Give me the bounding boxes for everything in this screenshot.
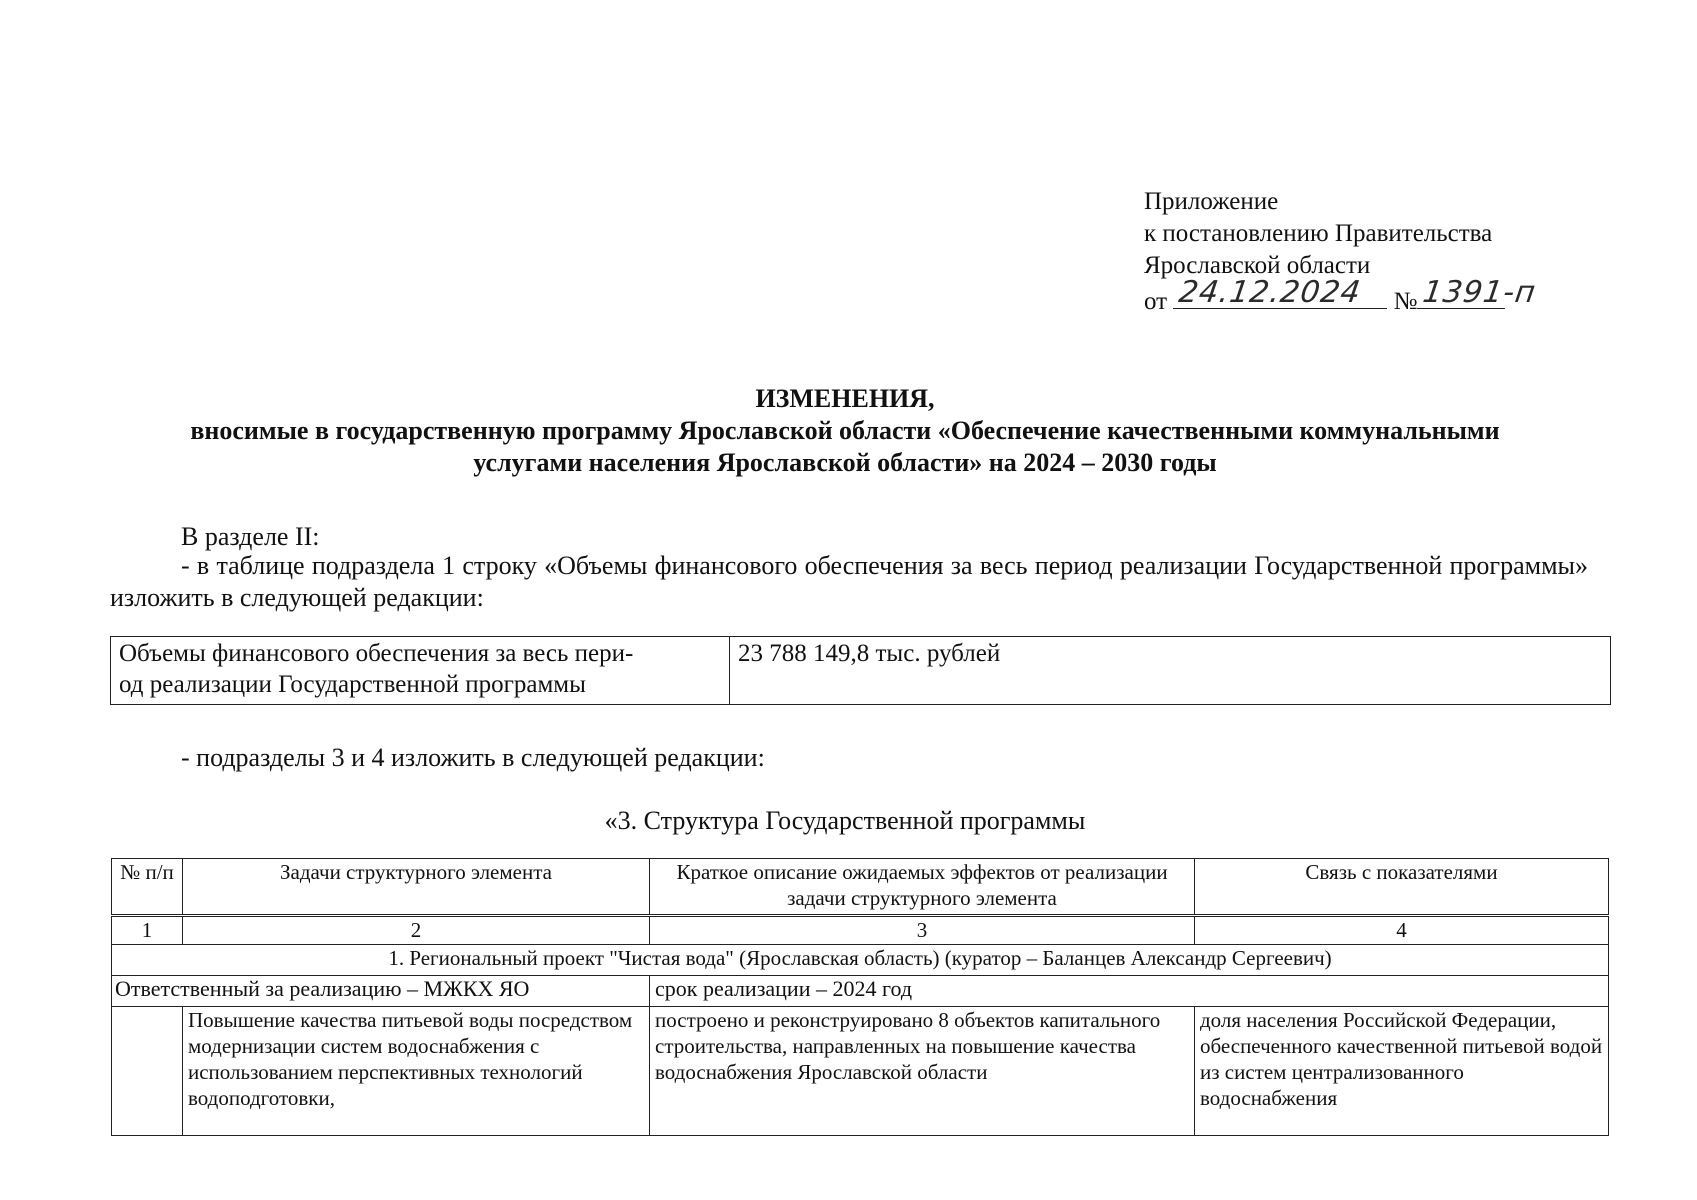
document-title — [110, 383, 1580, 479]
responsible-cell: Ответственный за реализацию – МЖКХ ЯО — [112, 976, 650, 1007]
finance-table — [110, 636, 1611, 705]
appendix-date-line — [1144, 275, 1539, 318]
title-line3: услугами населения Ярославской области» на 2024 – 2030 годы — [473, 448, 1217, 477]
title-line2: вносимые в государственную программу Ярославской области «Обеспечение качественными коммунальными — [190, 416, 1500, 445]
from-label: от — [1144, 288, 1168, 315]
responsible-row — [112, 976, 1609, 1007]
appendix-block — [1144, 186, 1539, 318]
change-item-2: - подразделы 3 и 4 изложить в следующей редакции: — [181, 743, 765, 772]
table-header-row — [112, 859, 1609, 916]
project-title: 1. Региональный проект "Чистая вода" (Ярославская область) (куратор – Баланцев Александр Сергеевич) — [112, 945, 1609, 976]
title-main: ИЗМЕНЕНИЯ, — [755, 384, 935, 413]
column-number: 4 — [1195, 916, 1609, 945]
structure-heading: «3. Структура Государственной программы — [604, 806, 1086, 835]
column-number: 1 — [112, 916, 183, 945]
structure-table — [111, 858, 1609, 1136]
col-header-tasks: Задачи структурного элемента — [183, 859, 650, 916]
handwritten-date: 24.12.2024 — [1176, 275, 1364, 310]
task-cell: Повышение качества питьевой воды посредством модернизации систем водоснабжения с использованием перспективных технологий водоподготовки, — [183, 1007, 650, 1136]
column-number: 3 — [650, 916, 1195, 945]
table-row — [112, 1007, 1609, 1136]
date-field — [1173, 275, 1387, 310]
appendix-line3: Ярославской области — [1144, 252, 1371, 279]
column-number-row — [112, 916, 1609, 945]
project-row — [112, 945, 1609, 976]
appendix-line2: к постановлению Правительства — [1144, 220, 1493, 247]
column-number: 2 — [183, 916, 650, 945]
finance-label-line2: од реализации Государственной программы — [119, 671, 586, 698]
finance-label-line1: Объемы финансового обеспечения за весь пери- — [119, 640, 634, 667]
appendix-line1: Приложение — [1144, 188, 1279, 215]
number-field — [1417, 275, 1539, 310]
row-number — [112, 1007, 183, 1136]
finance-value-cell: 23 788 149,8 тыс. рублей — [730, 637, 1611, 705]
col-header-number: № п/п — [112, 859, 183, 916]
change-item-1: - в таблице подраздела 1 строку «Объемы финансового обеспечения за весь период реализации Государственной программы» изложить в следующей редакции: — [110, 551, 1588, 612]
effect-cell: построено и реконструировано 8 объектов капитального строительства, направленных на повышение качества водоснабжения Ярославской области — [650, 1007, 1195, 1136]
finance-row — [111, 637, 1611, 705]
indicator-cell: доля населения Российской Федерации, обеспеченного качественной питьевой водой из систем централизованного водоснабжения — [1195, 1007, 1609, 1136]
finance-label-cell — [111, 637, 730, 705]
term-cell: срок реализации – 2024 год — [650, 976, 1609, 1007]
col-header-indicators: Связь с показателями — [1195, 859, 1609, 916]
number-label: № — [1393, 288, 1418, 315]
section-intro: В разделе II: — [181, 522, 320, 551]
col-header-effects: Краткое описание ожидаемых эффектов от реализации задачи структурного элемента — [650, 859, 1195, 916]
handwritten-number: 1391-п — [1421, 275, 1539, 310]
